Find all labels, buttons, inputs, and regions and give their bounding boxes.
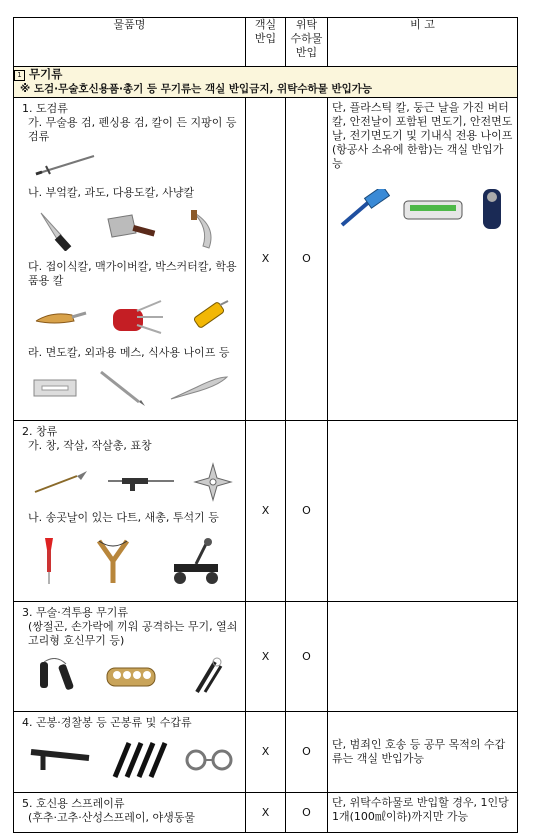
table-row (14, 602, 518, 712)
table-row (14, 793, 518, 833)
checked-cell: O (286, 602, 328, 712)
note-cell: 단, 위탁수하물로 반입할 경우, 1인당 1개(100㎖이하)까지만 가능 (328, 793, 518, 833)
row-title: 2. 창류 (22, 425, 58, 438)
sub-item: (후추·고추·산성스프레이, 야생동물 (28, 811, 196, 824)
note-cell: 단, 범죄인 호송 등 공무 목적의 수갑류는 객실 반입가능 (328, 712, 518, 793)
cabin-cell: X (246, 98, 286, 421)
note-cell (328, 98, 518, 421)
razor-blade-icon (32, 376, 78, 400)
cabin-cell: X (246, 793, 286, 833)
col-header-cabin: 객실 반입 (246, 18, 286, 67)
section-notice: ※ 도검·무술호신용품·총기 등 무기류는 객실 반입금지, 위탁수하물 반입가능 (20, 83, 373, 95)
row-title: 3. 무술·격투용 무기류 (22, 606, 128, 619)
spear-icon (31, 468, 89, 496)
checked-cell: O (286, 793, 328, 833)
col-header-checked: 위탁 수하물 반입 (286, 18, 328, 67)
scalpel-icon (97, 368, 147, 408)
curved-knife-icon (187, 208, 227, 252)
sub-item: 가. 창, 작살, 작살총, 표창 (28, 439, 152, 452)
slingshot-icon (93, 537, 133, 585)
checked-cell: O (286, 98, 328, 421)
col-header-note: 비 고 (328, 18, 518, 67)
prohibited-items-table (13, 17, 518, 833)
item-cell (14, 98, 246, 421)
item-cell (14, 421, 246, 602)
section-title: 무기류 (29, 67, 63, 81)
sub-item: 다. 접이식칼, 맥가이버칼, 박스커터칼, 학용품용 칼 (28, 260, 237, 287)
nunchaku-icon (36, 658, 76, 694)
dinner-knife-icon (167, 373, 231, 403)
dart-icon (39, 536, 59, 586)
checked-cell: O (286, 712, 328, 793)
box-cutter-icon (186, 299, 232, 335)
folding-knife-icon (32, 305, 88, 329)
sub-item: 라. 면도칼, 외과용 메스, 식사용 나이프 등 (28, 346, 230, 359)
item-cell (14, 793, 246, 833)
sub-item: 가. 무술용 검, 펜싱용 검, 칼이 든 지팡이 등 검류 (28, 116, 237, 143)
col-header-item: 물품명 (14, 18, 246, 67)
sub-item: 나. 부엌칼, 과도, 다용도칼, 사냥칼 (28, 186, 195, 199)
keychain-weapon-icon (187, 656, 227, 696)
item-cell (14, 712, 246, 793)
brass-knuckles-icon (103, 660, 159, 692)
swiss-army-knife-icon (107, 297, 167, 337)
section-number: 1 (14, 70, 25, 81)
note-cell (328, 602, 518, 712)
cabin-cell: X (246, 712, 286, 793)
note-cell (328, 421, 518, 602)
table-row (14, 421, 518, 602)
throwing-star-icon (193, 462, 233, 502)
razor-icon (402, 193, 464, 225)
disposable-razor-icon (338, 189, 390, 229)
sub-item: 나. 송곳날이 있는 다트, 새총, 투석기 등 (28, 511, 219, 524)
cabin-cell: X (246, 602, 286, 712)
table-row (14, 712, 518, 793)
baton-icon (29, 744, 95, 774)
checked-cell: O (286, 421, 328, 602)
handcuffs-icon (184, 744, 234, 774)
electric-shaver-icon (477, 185, 507, 233)
item-cell (14, 602, 246, 712)
note-text: 단, 플라스틱 칼, 둥근 날을 가진 버터칼, 안전날이 포함된 면도기, 안전면도날, 전기면도기 및 기내식 전용 나이프(항공사 소유에 한함)는 객실 반입가능 (332, 101, 513, 170)
sub-item: (쌍절곤, 손가락에 끼워 공격하는 무기, 열쇠고리형 호신무기 등) (28, 620, 238, 647)
cabin-cell: X (246, 421, 286, 602)
row-title: 1. 도검류 (22, 102, 68, 115)
sword-icon (32, 152, 102, 178)
row-title: 5. 호신용 스프레이류 (22, 797, 125, 810)
batons-icon (109, 739, 169, 779)
chef-knife-icon (37, 209, 77, 251)
row-title: 4. 곤봉·경찰봉 등 곤봉류 및 수갑류 (22, 716, 192, 729)
spear-gun-icon (106, 471, 176, 493)
catapult-icon (168, 536, 224, 586)
table-row (14, 98, 518, 421)
section-header (14, 67, 518, 98)
cleaver-icon (106, 213, 158, 247)
